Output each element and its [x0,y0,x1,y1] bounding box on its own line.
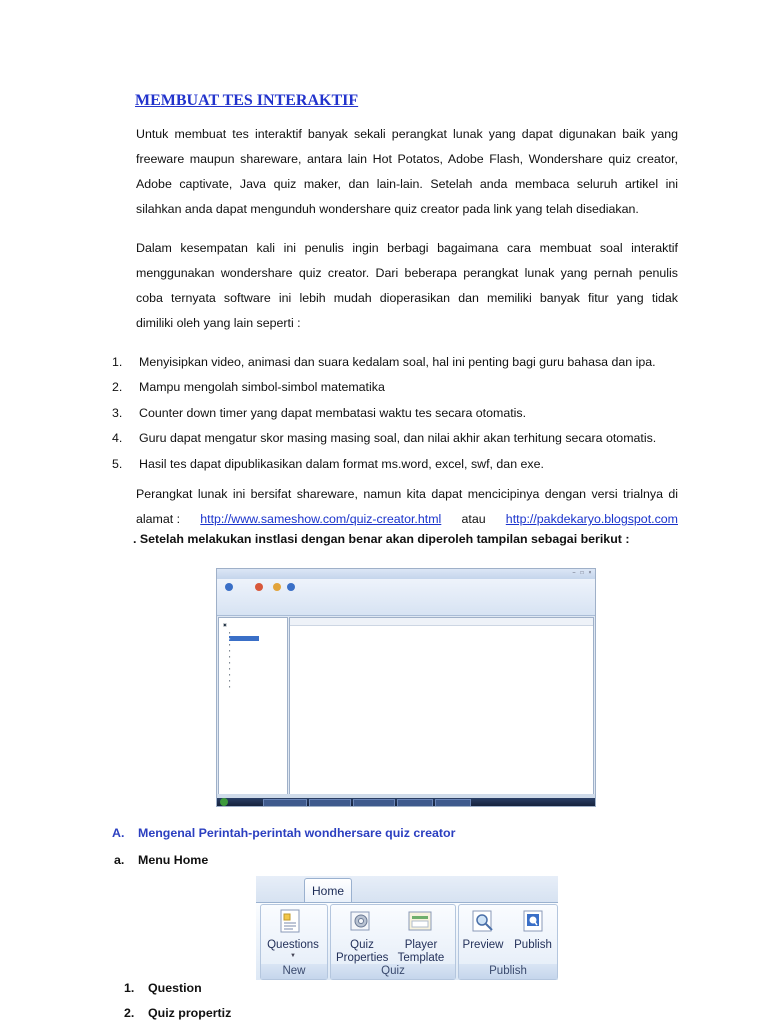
intro-paragraph [136,122,678,222]
link-line [136,507,678,532]
download-paragraph [136,482,678,532]
tree-item: ▪ [229,666,231,671]
player-template-icon [407,908,433,934]
window-titlebar [217,569,595,579]
paragraph-line: Untuk membuat tes interaktif banyak sekali perangkat lunak yang dapat digunakan baik yang [136,127,678,141]
feature-text: Menyisipkan video, animasi dan suara kedalam soal, hal ini penting bagi guru bahasa dan ipa. [139,355,656,369]
tree-item: ▪ [229,648,231,653]
home-ribbon-screenshot [256,876,558,980]
button-label: Template [397,952,445,964]
preview-button[interactable]: Preview [462,939,504,951]
tree-item: ▪ [229,642,231,647]
feature-item [112,457,544,471]
tree-item: ▪ [229,684,231,689]
maximize-icon: □ [580,570,584,576]
list-number: 4. [112,431,123,445]
button-label: Player [404,939,438,951]
start-icon [220,798,228,806]
paragraph-line: menggunakan wondershare quiz creator. Dari beberapa perangkat lunak yang pernah penulis [136,266,678,280]
taskbar-button [353,799,395,807]
paragraph-line: Perangkat lunak ini bersifat shareware, namun kita dapat mencicipinya dengan versi trialnya di [136,487,678,501]
question-tree-panel [218,617,288,795]
tree-item: ▪ [229,654,231,659]
quiz-properties-button[interactable] [336,939,388,965]
questions-icon [278,908,304,934]
feature-item [112,355,656,369]
taskbar-button [309,799,351,807]
group-label: Publish [459,964,557,979]
paragraph-line: . Setelah melakukan instlasi dengan benar akan diperoleh tampilan sebagai berikut : [133,532,630,546]
taskbar-button [397,799,433,807]
subsection-heading [114,853,208,867]
ribbon-tabstrip [256,876,558,903]
alamat-label: alamat : [136,512,181,526]
paragraph-line: Dalam kesempatan kali ini penulis ingin berbagi bagaimana cara membuat soal interaktif [136,241,678,255]
blogspot-link[interactable]: http://pakdekaryo.blogspot.com [505,512,678,526]
questions-button[interactable]: Questions [267,939,319,951]
feature-text: Guru dapat mengatur skor masing masing soal, dan nilai akhir akan terhitung secara otomatis. [139,431,657,445]
feature-text: Mampu mengolah simbol-simbol matematika [139,380,385,394]
section-number: A. [112,826,125,840]
tree-item: ▪ [229,636,259,641]
paragraph-line: Adobe captivate, Java quiz maker, dan lain-lain. Setelah anda membaca seluruh artikel ini [136,177,678,191]
menu-item-description [124,981,202,995]
tree-root: ▣ [223,622,227,627]
group-label: New [261,964,327,979]
paragraph-line: silahkan anda dapat mengunduh wondershare quiz creator pada link yang telah disediakan. [136,202,639,216]
button-label: Quiz [350,939,374,951]
feature-text: Counter down timer yang dapat membatasi waktu tes secara otomatis. [139,406,527,420]
help-icon [225,583,233,591]
section-title: Mengenal Perintah-perintah wondhersare quiz creator [138,826,456,840]
tree-item: ▪ [229,630,231,635]
list-number: 2. [124,1006,135,1020]
paragraph-line: freeware maupun shareware, antara lain Hot Potatos, Adobe Flash, Wondershare quiz creator, [136,152,678,166]
taskbar-button [435,799,471,807]
list-number: 1. [112,355,123,369]
list-number: 3. [112,406,123,420]
item-text: Question [148,981,202,995]
publish-icon [520,908,546,934]
close-icon: × [588,570,592,576]
publish-button[interactable]: Publish [514,939,552,951]
button-label: Properties [336,952,389,964]
menu-item-description [124,1006,231,1020]
tree-item: ▪ [229,660,231,665]
home-icon [273,583,281,591]
quiz-properties-icon [348,908,374,934]
minimize-icon: – [572,570,576,576]
preview-icon [470,908,496,934]
paragraph-line: dimiliki oleh yang lain seperti : [136,316,301,330]
tree-item: ▪ [229,678,231,683]
support-icon [255,583,263,591]
question-list-panel [289,617,594,795]
group-label: Quiz [331,964,455,979]
tree-item: ▪ [229,672,231,677]
feature-item [112,380,385,394]
feature-item [112,406,526,420]
list-number: 2. [112,380,123,394]
chevron-down-icon: ▼ [290,953,296,959]
player-template-button[interactable] [394,939,448,965]
list-number: 5. [112,457,123,471]
atau-label: atau [461,512,486,526]
purpose-paragraph [136,236,678,336]
feature-text: Hasil tes dapat dipublikasikan dalam format ms.word, excel, swf, dan exe. [139,457,544,471]
document-title: MEMBUAT TES INTERAKTIF [135,92,359,109]
tab-home[interactable]: Home [304,878,352,903]
app-screenshot [216,568,596,807]
item-text: Quiz propertiz [148,1006,232,1020]
list-number: 1. [124,981,135,995]
info-icon [287,583,295,591]
paragraph-line: coba ternyata software ini lebih mudah dioperasikan dan memiliki banyak fitur yang tidak [136,291,678,305]
taskbar-button [263,799,307,807]
question-list-header [290,618,593,626]
subsection-title: Menu Home [138,853,209,867]
sameshow-link[interactable]: http://www.sameshow.com/quiz-creator.html [200,512,442,526]
subsection-number: a. [114,853,125,867]
section-heading [112,826,455,840]
feature-item [112,431,656,445]
